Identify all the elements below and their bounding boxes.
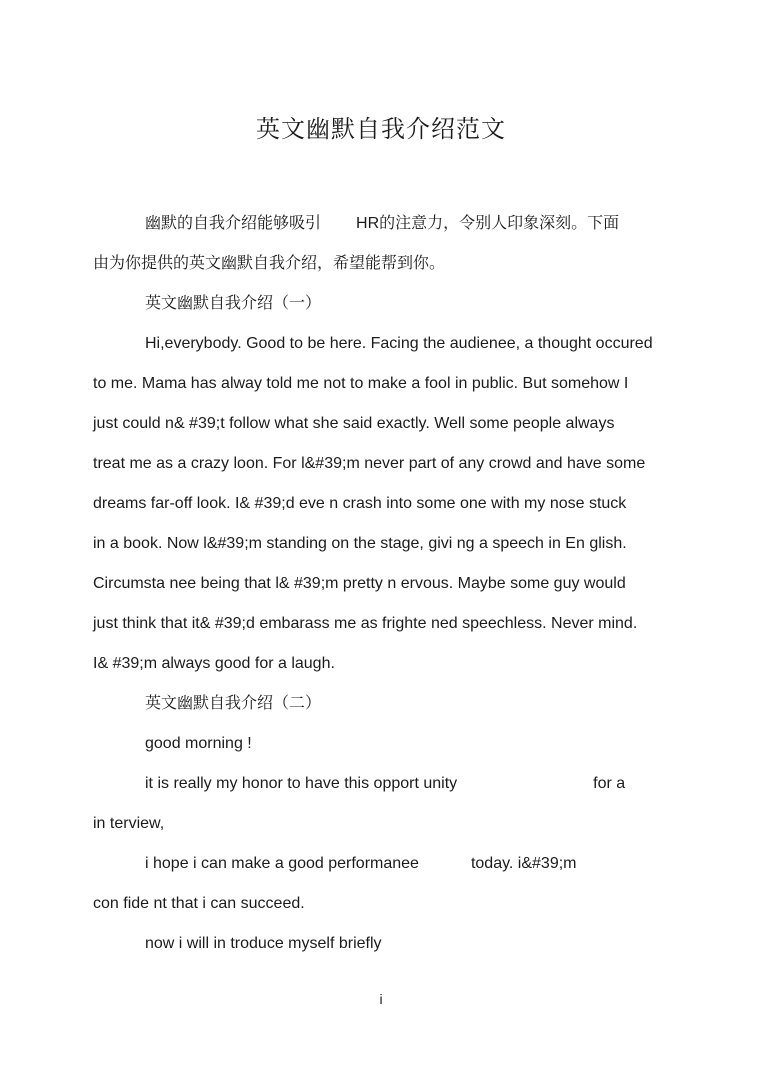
intro-text-before-gap: 幽默的自我介绍能够吸引 — [145, 215, 322, 232]
section-1-heading: 英文幽默自我介绍（一） — [145, 295, 322, 312]
section-1-text-line: treat me as a crazy loon. For l&#39;m never part of any crowd and have some — [93, 455, 646, 472]
section-1-text-line: Hi,everybody. Good to be here. Facing the audienee, a thought occured — [145, 335, 653, 352]
page-number: i — [379, 991, 383, 1007]
section-2-heading: 英文幽默自我介绍（二） — [145, 695, 322, 712]
section-2-greeting-line: good morning ! — [145, 735, 252, 752]
hope-text-before-gap: i hope i can make a good performanee — [145, 855, 419, 872]
whitespace-gap — [419, 867, 471, 868]
intro-text-after-gap: HR的注意力，令别人印象深刻。下面 — [356, 215, 620, 232]
section-2-confident-line: con fide nt that i can succeed. — [93, 895, 305, 912]
whitespace-gap — [457, 787, 593, 788]
section-2-introduce-line: now i will in troduce myself briefly — [145, 935, 382, 952]
hope-text-after-gap: today. i&#39;m — [470, 855, 577, 872]
intro-paragraph-line-2: 由为你提供的英文幽默自我介绍，希望能帮到你。 — [93, 255, 446, 272]
section-1-text-line: Circumsta nee being that l& #39;m pretty n ervous. Maybe some guy would — [93, 575, 626, 592]
opportunity-text-after-gap: for a — [593, 775, 626, 792]
whitespace-gap — [321, 227, 356, 228]
section-1-text-line: in a book. Now l&#39;m standing on the stage, givi ng a speech in En glish. — [93, 535, 627, 552]
section-2-opportunity-line — [93, 764, 651, 804]
section-1-text-line: just think that it& #39;d embarass me as frighte ned speechless. Never mind. — [93, 615, 638, 632]
document-body — [93, 204, 651, 964]
section-2-hope-line — [93, 844, 651, 884]
intro-paragraph-line-1 — [93, 204, 651, 244]
section-1-text-line: dreams far-off look. I& #39;d eve n crash into some one with my nose stuck — [93, 495, 627, 512]
opportunity-text-before-gap: it is really my honor to have this opport unity — [145, 775, 458, 792]
section-2-interview-line: in terview, — [93, 815, 165, 832]
section-1-text-line: I& #39;m always good for a laugh. — [93, 655, 335, 672]
section-1-text-line: to me. Mama has alway told me not to make a fool in public. But somehow I — [93, 375, 629, 392]
page-title: 英文幽默自我介绍范文 — [256, 116, 506, 143]
section-1-text-line: just could n& #39;t follow what she said exactly. Well some people always — [93, 415, 615, 432]
